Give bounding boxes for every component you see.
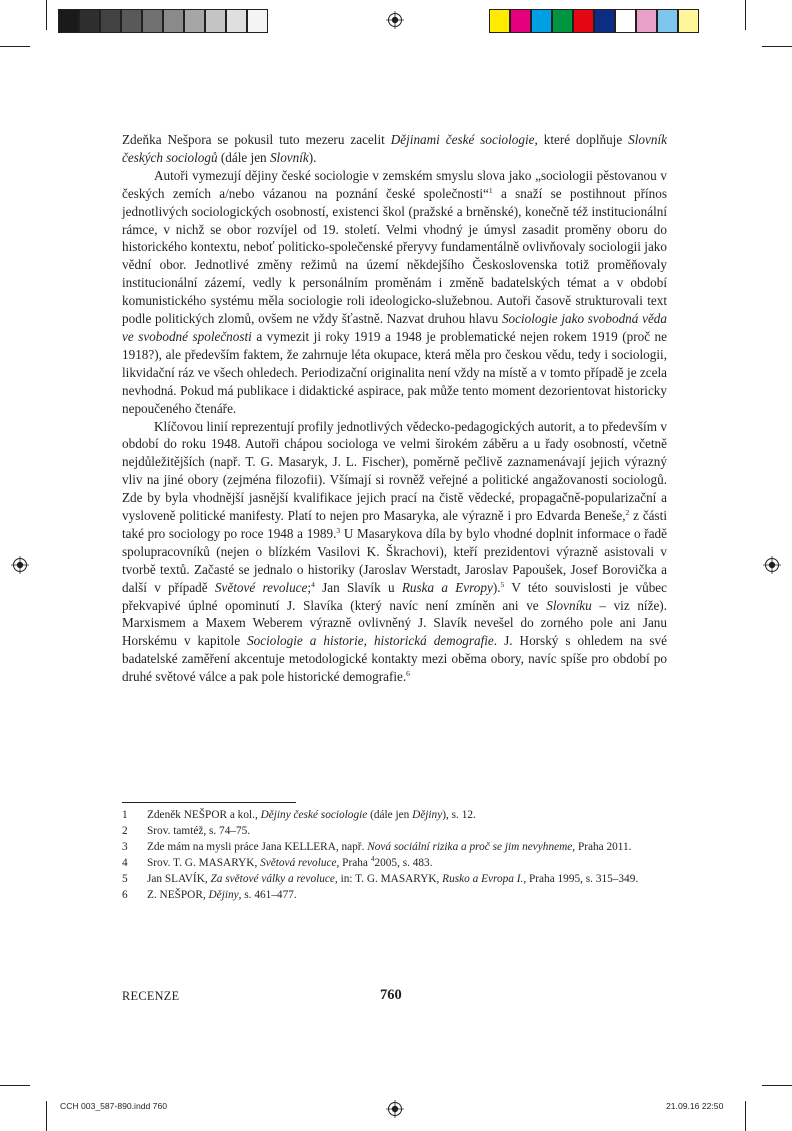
color-swatch (531, 9, 552, 33)
text-run: 2005, s. 483. (374, 857, 433, 870)
registration-mark-icon (763, 556, 781, 574)
text-run: U Masarykova díla by bylo vhodné doplnit informace o řadě spolupracovníků (nejen o blízkém Vasilovi K. Škrachovi), kteří prezidentovi výrazně asistovali v tvorbě textů. Začasté se jednalo o historiky (Jaroslav Werstadt, Jaroslav Papoušek, Josef Borovička a další v případě (122, 525, 668, 595)
text-run: – viz níže). Marxismem a Maxem Weberem výrazně ovlivněný J. Slavík nevešel do zorného pole ani Janu Horskému v kapitole (122, 597, 667, 649)
color-swatch (594, 9, 615, 33)
color-swatch (163, 9, 184, 33)
color-swatch (121, 9, 142, 33)
color-swatch (615, 9, 636, 33)
page-number: 760 (380, 987, 402, 1003)
text-run: z části také pro sociology po roce 1948 a 1989. (122, 508, 667, 541)
footnote-number: 1 (122, 809, 128, 821)
color-swatch (552, 9, 573, 33)
footnote (122, 856, 667, 872)
footnote-ref: 6 (406, 669, 410, 679)
footnote-text (147, 840, 667, 856)
footnote (122, 888, 667, 904)
italic-title: Rusko a Evropa I., (442, 873, 527, 886)
footnote-number: 4 (122, 857, 128, 870)
footnote-ref: 4 (370, 854, 375, 864)
text-run: Autoři vymezují dějiny české sociologie v zemském smyslu slova jako „sociologii pěstovanou v českých zemích a/nebo vázanou na poznání české společnosti“ (122, 167, 667, 201)
footnote-ref: 2 (625, 508, 630, 518)
running-footer: RECENZE (122, 989, 180, 1003)
footnote-separator (122, 802, 296, 803)
footnote-ref: 4 (311, 579, 315, 589)
footnotes (122, 808, 667, 905)
text-run: . J. Horský s ohledem na své badatelské zaměření akcentuje metodologické kontakty mezi oběma obory, navíc spíše pro období po druhé světové válce a pak pole historické demografie. (122, 633, 668, 685)
text-run: Jan SLAVÍK, (147, 873, 211, 886)
text-run: , Praha 2011. (572, 841, 632, 854)
color-swatch (100, 9, 121, 33)
text-run: Z. NEŠPOR, (147, 889, 209, 902)
footnote-ref: 3 (336, 525, 341, 535)
italic-title: Slovník českých sociologů (122, 132, 667, 165)
color-swatch (573, 9, 594, 33)
italic-title: Dějiny (412, 809, 443, 821)
color-swatch (226, 9, 247, 33)
footnote-ref: 1 (488, 185, 493, 195)
footnote (122, 824, 667, 840)
text-run: (dále jen (217, 149, 270, 165)
slug-file-info: CCH 003_587-890.indd 760 (60, 1101, 168, 1111)
process-color-bar (489, 9, 699, 33)
text-run: Klíčovou linií reprezentují profily jednotlivých vědecko-pedagogických autorit, a to především v období do roku 1948. Autoři chápou sociologa ve velmi širokém záběru a u řady osobností, včetně nejdůležitějších (např. T. G. Masaryk, J. L. Fischer), poměrně pečlivě zaznamenávají jejich výrazný vliv na jiné obory (zejména filozofii). Všímají si rovněž veřejné a politické angažovanosti sociologů. Zde by byla vhodnější jasnější kvalifikace jejich prací na čistě vědecké, propagačně-popularizační a vysloveně politické manifesty. Platí to nejen pro Masaryka, ale výrazně i pro Edvarda Beneše, (122, 418, 667, 524)
italic-title: Za světové války a revoluce, (210, 873, 338, 886)
footnote-number: 3 (122, 841, 128, 854)
text-run: Praha (339, 857, 371, 870)
paragraph (122, 131, 667, 167)
italic-title: Světové revoluce (214, 579, 308, 595)
text-run: a vymezit ji roky 1919 a 1948 je problematické nejen rokem 1919 (proč ne 1918?), ale především faktem, že zahrnuje léta okupace, která měla pro českou vědu, tedy i sociologii, likvidační ráz ve všech ohledech. Periodizační originalita není vždy na místě a v tomto případě je zcela nevhodná. Pokud má publikace i didaktické aspirace, pak může tento moment dezorientovat historicky nepoučeného čtenáře. (122, 328, 667, 416)
color-swatch (58, 9, 79, 33)
color-swatch (657, 9, 678, 33)
italic-title: Sociologie a historie, historická demografie (247, 633, 494, 649)
footnote (122, 808, 667, 824)
text-run: Srov. tamtéž, s. 74–75. (147, 825, 251, 838)
footnote-text (147, 824, 667, 840)
registration-mark-icon (386, 11, 404, 29)
text-run: ). (492, 579, 501, 595)
italic-title: Dějiny české sociologie (260, 809, 368, 821)
color-swatch (489, 9, 510, 33)
italic-title: Dějinami české sociologie (390, 132, 535, 147)
slug-timestamp: 21.09.16 22:50 (666, 1101, 724, 1111)
color-swatch (79, 9, 100, 33)
text-run: Zde mám na mysli práce Jana KELLERA, např. (147, 841, 368, 854)
registration-mark-icon (386, 1100, 404, 1118)
footnote (122, 840, 667, 856)
grayscale-color-bar (58, 9, 268, 33)
text-run: ; (307, 579, 312, 595)
text-run: V této souvislosti je vůbec překvapivé úplné opominutí J. Slavíka (který navíc není zmíněn ani ve (122, 579, 667, 613)
footnote-number: 6 (122, 889, 128, 902)
text-run: Praha 1995, s. 315–349. (526, 873, 639, 886)
text-run: Srov. T. G. MASARYK, (147, 857, 261, 870)
footnote (122, 872, 667, 888)
text-run: a snaží se postihnout přínos jednotlivých sociologických osobností, existenci škol (pražské a brněnské), konečně též institucionální rámce, v nichž se obor rozvíjel od 19. století. Velmi vhodný je úmysl zasadit proměny oboru do historického kontextu, neboť politicko-společenské přeryvy fundamentálně ovlivňovaly sociologii jako vědní obor. Jednotlivé změny režimů na území někdejšího Československa totiž proměňovaly institucionální zázemí, vedly k personálním proměnám i změně badatelských témat a v období komunistického systému měla sociologie roli ideologicko-služebnou. Autoři časově strukturovali text podle politických zlomů, ovšem ne vždy šťastně. Nazvat druhou hlavu (122, 185, 667, 327)
italic-title: Sociologie jako svobodná věda ve svobodné společnosti (122, 311, 667, 344)
footnote-text (147, 888, 667, 904)
text-run: Zdeňka Nešpora se pokusil tuto mezeru zacelit (122, 132, 391, 147)
footnote-number: 5 (122, 873, 128, 886)
text-run: , s. 461–477. (238, 889, 297, 902)
text-run: Zdeněk NEŠPOR a kol., (147, 809, 261, 821)
color-swatch (636, 9, 657, 33)
footnote-text (147, 808, 667, 824)
body-text (122, 131, 667, 686)
paragraph (122, 167, 667, 418)
color-swatch (678, 9, 699, 33)
italic-title: Nová sociální rizika a proč se jim nevyhneme (367, 841, 573, 854)
text-run: ). (308, 149, 317, 165)
text-run: ), s. 12. (442, 809, 476, 821)
color-swatch (142, 9, 163, 33)
paragraph (122, 418, 667, 687)
italic-title: Slovník (269, 149, 309, 165)
text-run: in: T. G. MASARYK, (337, 873, 443, 886)
text-run: , které doplňuje (534, 132, 629, 147)
italic-title: Dějiny (208, 889, 239, 902)
color-swatch (510, 9, 531, 33)
footnote-ref: 5 (500, 579, 505, 589)
italic-title: Ruska a Evropy (401, 579, 493, 595)
registration-mark-icon (11, 556, 29, 574)
text-run: Jan Slavík u (314, 579, 402, 595)
footnote-number: 2 (122, 825, 128, 838)
text-run: (dále jen (367, 809, 413, 821)
italic-title: Světová revoluce, (260, 857, 340, 870)
footnote-text (147, 856, 667, 872)
italic-title: Slovníku (546, 597, 592, 613)
footnote-text (147, 872, 667, 888)
color-swatch (184, 9, 205, 33)
color-swatch (205, 9, 226, 33)
color-swatch (247, 9, 268, 33)
